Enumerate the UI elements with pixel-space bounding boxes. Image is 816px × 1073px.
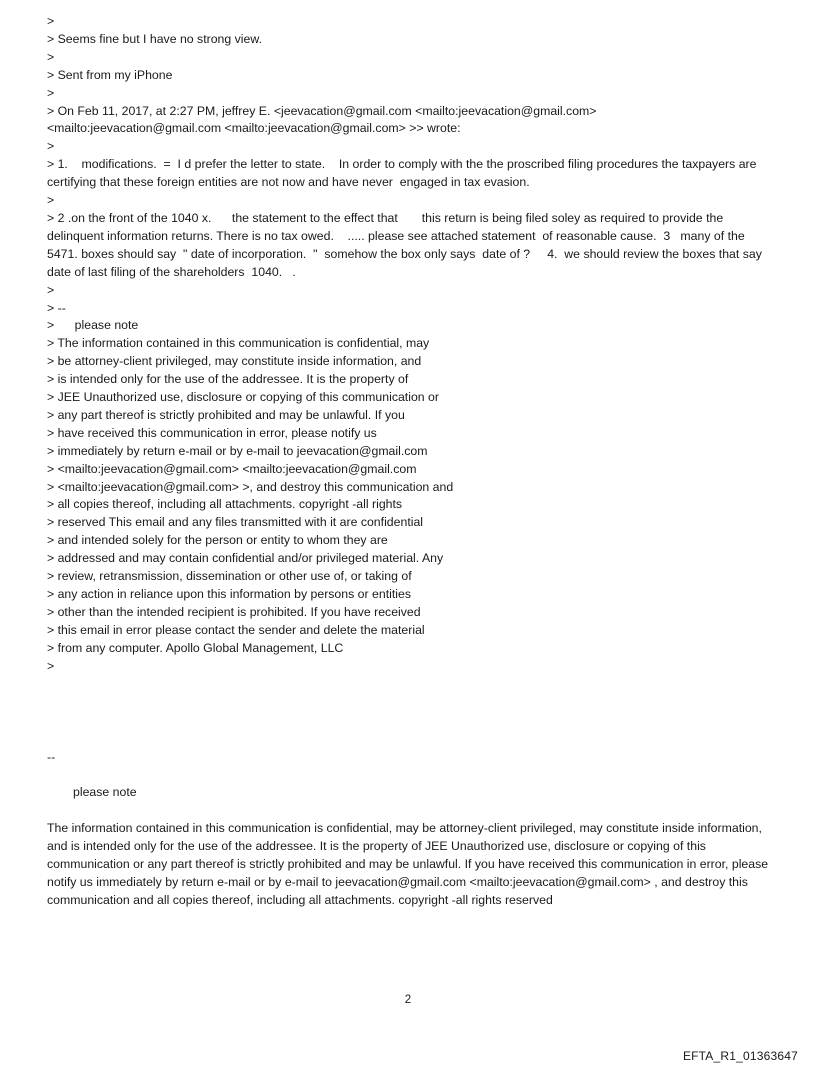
quoted-line: > and intended solely for the person or entity to whom they are [47,533,388,548]
quoted-line: > [47,139,55,154]
quoted-line: > is intended only for the use of the addressee. It is the property of [47,372,409,387]
quoted-header-line: > On Feb 11, 2017, at 2:27 PM, jeffrey E. <jeevacation@gmail.com <mailto:jeevacation@gmail.com> <mailto:jeevacation@gmail.com <mailto:jeevacation@gmail.com> >> wrote: [47,103,600,136]
quoted-line: > The information contained in this communication is confidential, may [47,336,430,351]
spacer [47,676,769,749]
quoted-line: > reserved This email and any files transmitted with it are confidential [47,515,424,530]
quoted-line: > be attorney-client privileged, may constitute inside information, and [47,354,422,369]
quoted-line: > from any computer. Apollo Global Management, LLC [47,640,344,655]
spacer [47,802,769,820]
quoted-line: > [47,14,55,28]
quoted-line: > [47,658,55,673]
quoted-line: > -- [47,300,66,315]
page-number: 2 [404,994,412,1006]
confidentiality-notice: The information contained in this communication is confidential, may be attorney-client privileged, may constitute inside information, and is intended only for the use of the addressee. It is the property of JEE Unauthorized use, disclosure or copying of this communication or any part thereof is strictly prohibited and may be unlawful. If you have received this communication in error, please notify us immediately by return e-mail or by e-mail to jeevacation@gmail.com <mailto:jeevacation@gmail.com> , and destroy this communication and all copies thereof, including all attachments. copyright -all rights reserved [47,821,772,907]
quoted-line: > any part thereof is strictly prohibited and may be unlawful. If you [47,407,405,422]
quoted-line: > <mailto:jeevacation@gmail.com> >, and destroy this communication and [47,479,454,494]
quoted-line: > [47,193,55,208]
quoted-line: > Sent from my iPhone [47,67,173,82]
quoted-line: > other than the intended recipient is prohibited. If you have received [47,604,421,619]
quoted-reply-block [47,13,769,676]
quoted-line: > [47,282,55,297]
spacer [47,766,769,784]
quoted-line: > review, retransmission, dissemination or other use of, or taking of [47,569,412,584]
quoted-paragraph: > 2 .on the front of the 1040 x. the statement to the effect that this return is being filed soley as required to provide the delinquent information returns. There is no tax owed. ..... please see attached statement of reasonable cause. 3 many of the 5471. boxes should say " date of incorporation. " somehow the box only says date of ? 4. we should review the boxes that say date of last filing of the shareholders 1040. . [47,210,769,279]
quoted-line: > <mailto:jeevacation@gmail.com> <mailto:jeevacation@gmail.com [47,461,417,476]
document-id: EFTA_R1_01363647 [682,1049,798,1063]
quoted-paragraph: > 1. modifications. = I d prefer the letter to state. In order to comply with the the proscribed filing procedures the taxpayers are certifying that these foreign entities are not now and have never engaged in tax evasion. [47,157,760,190]
quoted-line: > please note [47,318,139,333]
email-document [47,13,772,910]
quoted-line: > any action in reliance upon this information by persons or entities [47,587,411,601]
quoted-line: > [47,85,55,100]
quoted-line: > [47,49,55,64]
quoted-line: > all copies thereof, including all attachments. copyright -all rights [47,497,403,512]
quoted-line: > this email in error please contact the sender and delete the material [47,622,425,637]
quoted-line: > have received this communication in error, please notify us [47,425,377,440]
quoted-line: > JEE Unauthorized use, disclosure or copying of this communication or [47,390,439,405]
quoted-line: > addressed and may contain confidential and/or privileged material. Any [47,551,444,566]
quoted-line: > immediately by return e-mail or by e-mail to jeevacation@gmail.com [47,443,428,458]
signature-separator: -- [47,749,56,764]
quoted-line: > Seems fine but I have no strong view. [47,31,262,46]
please-note-heading: please note [73,785,137,800]
